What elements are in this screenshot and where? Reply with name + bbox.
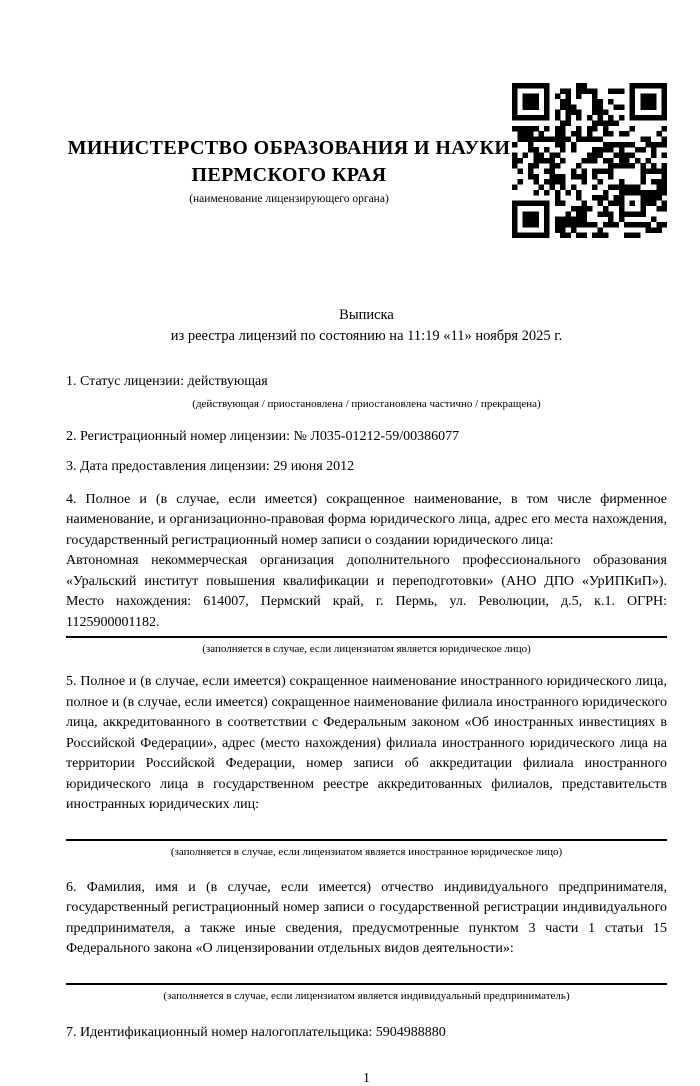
ministry-name-line2: ПЕРМСКОГО КРАЯ bbox=[191, 164, 387, 186]
title-line2: из реестра лицензий по состоянию на 11:19 «11» ноября 2025 г. bbox=[170, 328, 563, 344]
license-status-caption: (действующая / приостановлена / приостановлена частично / прекращена) bbox=[192, 397, 541, 410]
licensing-authority-block bbox=[66, 83, 512, 207]
item-legal-entity-info bbox=[66, 490, 667, 657]
item-entrepreneur-info bbox=[66, 878, 667, 1003]
qr-code-icon bbox=[512, 83, 667, 238]
foreign-entity-label: 5. Полное и (в случае, если имеется) сокращенное наименование иностранного юридического лица, полное и (в случае, если имеется) сокращенное наименование филиала иностранного юридического лица, аккредитованного в соответствии с Федеральным законом «Об иностранных инвестициях в Российской Федерации», адрес (место нахождения) филиала иностранного юридического лица на территории Российской Федерации, номер записи об аккредитации филиала иностранного юридического лица в государственном реестре аккредитованных филиалов, представительств иностранных юридических лиц: bbox=[66, 674, 667, 812]
page-number: 1 bbox=[363, 1070, 370, 1085]
legal-entity-fill-line bbox=[66, 636, 667, 638]
title-line1: Выписка bbox=[339, 307, 394, 323]
legal-entity-label: 4. Полное и (в случае, если имеется) сокращенное наименование, в том числе фирменное наименование, и организационно-правовая форма юридического лица, адрес его места нахождения, государственный регистрационный номер записи о создании юридического лица: bbox=[66, 491, 667, 548]
foreign-entity-empty-value bbox=[66, 816, 667, 836]
ministry-name-line1: МИНИСТЕРСТВО ОБРАЗОВАНИЯ И НАУКИ bbox=[67, 137, 511, 159]
entrepreneur-fill-line bbox=[66, 983, 667, 985]
item-grant-date bbox=[66, 457, 667, 478]
legal-entity-value: Автономная некоммерческая организация дополнительного профессионального образования «Уральский институт повышения квалификации и переподготовки» (АНО ДПО «УрИПКиП»). Место нахождения: 614007, Пермский край, г. Пермь, ул. Революции, д.5, к.1. ОГРН: 1125900001182. bbox=[66, 553, 667, 630]
registration-number-text: 2. Регистрационный номер лицензии: № Л035-01212-59/00386077 bbox=[66, 428, 460, 444]
entrepreneur-empty-value bbox=[66, 960, 667, 980]
foreign-entity-caption: (заполняется в случае, если лицензиатом является иностранное юридическое лицо) bbox=[170, 845, 563, 858]
document-header bbox=[66, 0, 667, 238]
item-taxpayer-number bbox=[66, 1023, 667, 1044]
document-title bbox=[66, 305, 667, 347]
item-license-status bbox=[66, 372, 667, 411]
ministry-caption: (наименование лицензирующего органа) bbox=[189, 193, 389, 205]
legal-entity-caption: (заполняется в случае, если лицензиатом является юридическое лицо) bbox=[202, 643, 531, 655]
foreign-entity-fill-line bbox=[66, 839, 667, 841]
entrepreneur-label: 6. Фамилия, имя и (в случае, если имеется) отчество индивидуального предпринимателя, государственный регистрационный номер записи о государственной регистрации индивидуального предпринимателя, а также иные сведения, предусмотренные пунктом 3 части 1 статьи 15 Федерального закона «О лицензировании отдельных видов деятельности»: bbox=[66, 879, 667, 956]
item-registration-number bbox=[66, 427, 667, 448]
item-foreign-entity-info bbox=[66, 672, 667, 859]
license-status-text: 1. Статус лицензии: действующая bbox=[66, 374, 268, 389]
entrepreneur-caption: (заполняется в случае, если лицензиатом является индивидуальный предприниматель) bbox=[163, 989, 570, 1002]
grant-date-text: 3. Дата предоставления лицензии: 29 июня 2012 bbox=[66, 459, 355, 474]
taxpayer-number-text: 7. Идентификационный номер налогоплательщика: 5904988880 bbox=[66, 1024, 446, 1040]
